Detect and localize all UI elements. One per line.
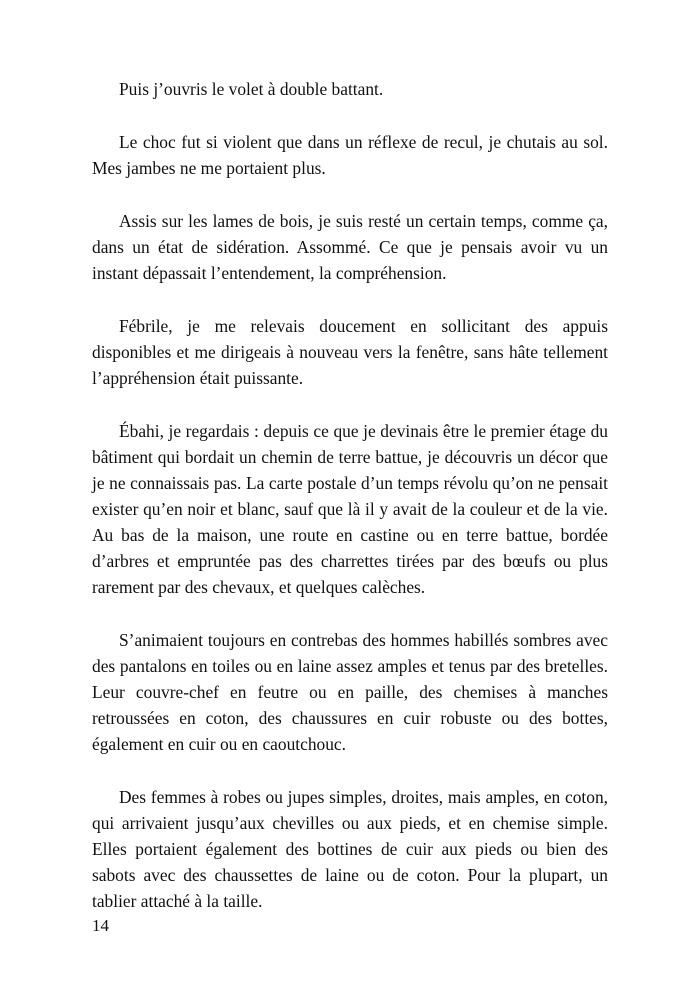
- paragraph: S’animaient toujours en contrebas des hommes habillés sombres avec des pantalons en toiles ou en laine assez amples et tenus par des bretelles. Leur couvre-chef en feutre ou en paille, des chemises à manches retroussées en coton, des chaussures en cuir robuste ou des bottes, également en cuir ou en caoutchouc.: [92, 630, 608, 754]
- paragraph: Puis j’ouvris le volet à double battant.: [119, 79, 384, 99]
- paragraph: Fébrile, je me relevais doucement en sollicitant des appuis disponibles et me dirigeais à nouveau vers la fenêtre, sans hâte tellement l’appréhension était puissante.: [92, 316, 608, 388]
- paragraph: Le choc fut si violent que dans un réflexe de recul, je chutais au sol. Mes jambes ne me portaient plus.: [92, 132, 608, 178]
- paragraph: Des femmes à robes ou jupes simples, droites, mais amples, en coton, qui arrivaient jusqu’aux chevilles ou aux pieds, et en chemise simple. Elles portaient également des bottines de cuir aux pieds ou bien des sabots avec des chaussettes de laine ou de coton. Pour la plupart, un tablier attaché à la taille.: [92, 787, 608, 911]
- paragraph: Assis sur les lames de bois, je suis resté un certain temps, comme ça, dans un état de sidération. Assommé. Ce que je pensais avoir vu un instant dépassait l’entendement, la compréhension.: [92, 211, 608, 283]
- page-body: [92, 76, 608, 941]
- page-number: 14: [92, 916, 109, 935]
- paragraph: Ébahi, je regardais : depuis ce que je devinais être le premier étage du bâtiment qui bordait un chemin de terre battue, je découvris un décor que je ne connaissais pas. La carte postale d’un temps révolu qu’on ne pensait exister qu’en noir et blanc, sauf que là il y avait de la couleur et de la vie. Au bas de la maison, une route en castine ou en terre battue, bordée d’arbres et empruntée pas des charrettes tirées par des bœufs ou plus rarement par des chevaux, et quelques calèches.: [92, 421, 608, 597]
